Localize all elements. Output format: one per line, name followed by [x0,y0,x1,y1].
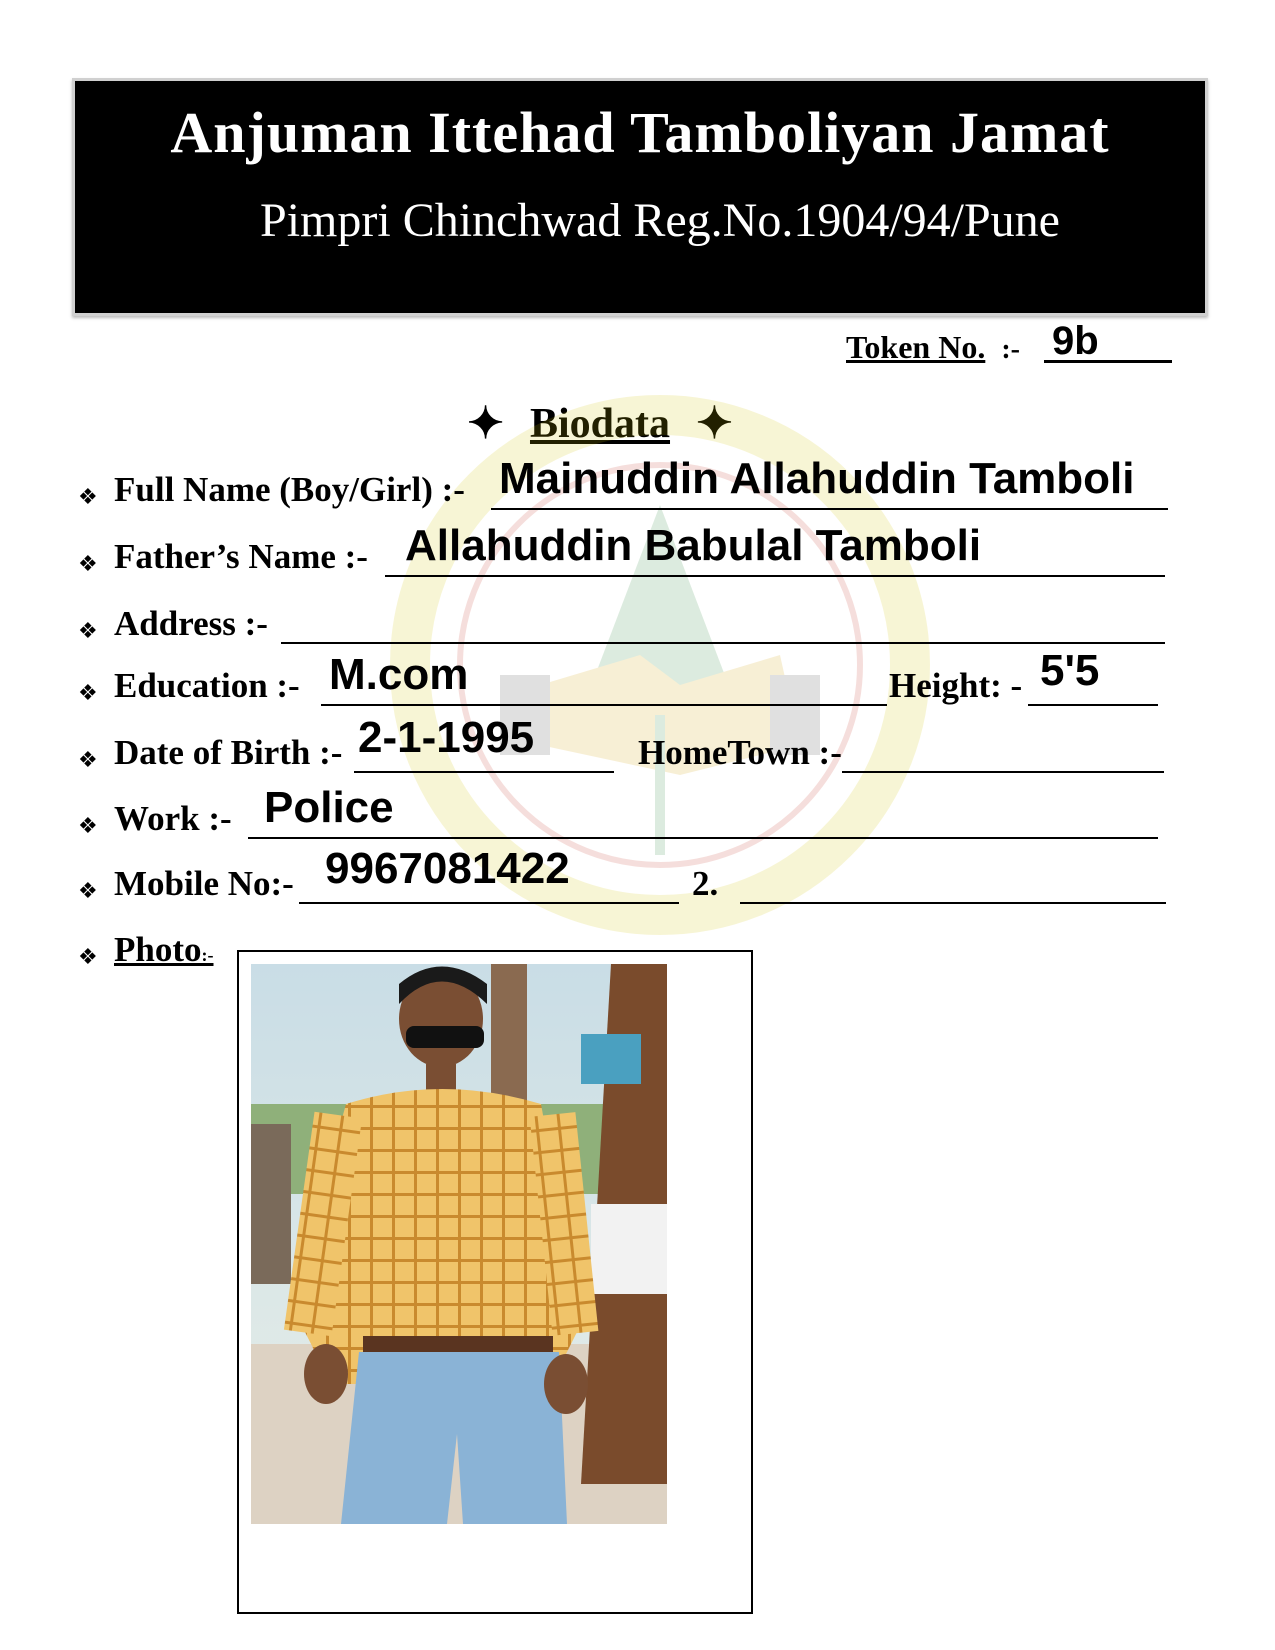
photo-label-text: Photo [114,930,202,969]
field-mobile [78,844,1178,918]
bullet-icon: ❖ [78,747,98,772]
dob-value: 2-1-1995 [358,713,535,762]
mobile-label: Mobile No:- [114,864,294,903]
father-name-value: Allahuddin Babulal Tamboli [405,521,982,570]
header-banner [72,78,1208,316]
organization-subtitle: Pimpri Chinchwad Reg.No.1904/94/Pune [260,194,1060,247]
height-value: 5'5 [1040,646,1100,695]
hometown-input[interactable] [842,727,1164,773]
token-separator: :- [1001,334,1020,365]
token-label: Token No. [846,329,986,365]
mobile-value: 9967081422 [325,844,570,893]
full-name-value: Mainuddin Allahuddin Tamboli [499,454,1135,503]
profile-photo [251,964,667,1524]
father-name-input[interactable] [385,521,1165,577]
photo-label-suffix: :- [201,945,214,965]
field-education [78,646,1178,720]
work-value: Police [264,783,394,832]
education-input[interactable] [321,650,887,706]
hometown-label: HomeTown :- [638,733,842,772]
bullet-icon: ❖ [78,680,98,705]
work-input[interactable] [248,783,1158,839]
bullet-icon: ❖ [78,618,98,643]
photo-frame[interactable] [237,950,753,1614]
field-work [78,783,1178,853]
full-name-input[interactable] [491,454,1168,510]
mobile-input[interactable] [299,844,679,904]
address-input[interactable] [281,598,1165,644]
bullet-icon: ❖ [78,813,98,838]
education-label: Education :- [114,666,300,705]
education-value: M.com [329,650,469,699]
bullet-icon: ❖ [78,484,98,509]
organization-title: Anjuman Ittehad Tamboliyan Jamat [170,100,1110,165]
field-dob [78,713,1178,787]
star-icon: ✦ [467,399,504,448]
star-icon: ✦ [696,399,733,448]
mobile2-label: 2. [692,864,719,903]
field-father-name [78,521,1178,591]
father-name-label: Father’s Name :- [114,537,368,576]
height-input[interactable] [1028,646,1158,706]
dob-label: Date of Birth :- [114,733,343,772]
field-full-name [78,454,1178,524]
bullet-icon: ❖ [78,878,98,903]
full-name-label: Full Name (Boy/Girl) :- [114,470,465,509]
biodata-title: Biodata [529,400,671,447]
bullet-icon: ❖ [78,944,98,969]
address-label: Address :- [114,604,268,643]
height-label: Height: - [889,666,1023,705]
bullet-icon: ❖ [78,551,98,576]
photo-label [114,930,214,970]
token-number [846,319,1164,367]
token-value[interactable]: 9b [1044,322,1172,363]
work-label: Work :- [114,799,232,838]
field-address [78,598,1178,658]
mobile2-input[interactable] [740,858,1166,904]
dob-input[interactable] [354,713,614,773]
